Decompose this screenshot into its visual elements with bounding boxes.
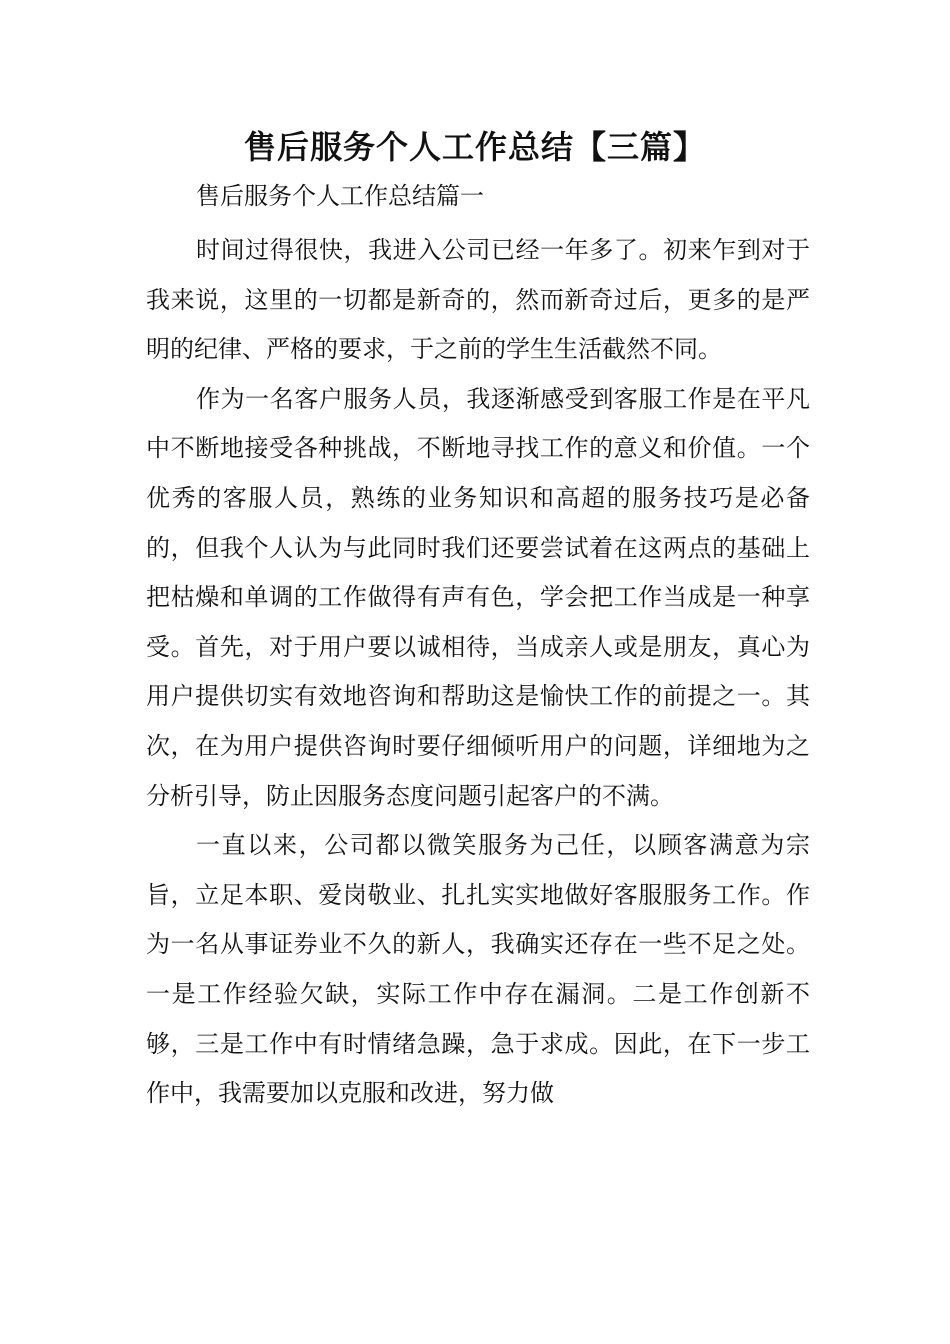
- paragraph-2: 作为一名客户服务人员，我逐渐感受到客服工作是在平凡中不断地接受各种挑战，不断地寻找工作的意义和价值。一个优秀的客服人员，熟练的业务知识和高超的服务技巧是必备的，但我个人认为与此同时我们还要尝试着在这两点的基础上把枯燥和单调的工作做得有声有色，学会把工作当成是一种享受。首先，对于用户要以诚相待，当成亲人或是朋友，真心为用户提供切实有效地咨询和帮助这是愉快工作的前提之一。其次，在为用户提供咨询时要仔细倾听用户的问题，详细地为之分析引导，防止因服务态度问题引起客户的不满。: [146, 384, 810, 810]
- paragraph-3: 一直以来，公司都以微笑服务为己任，以顾客满意为宗旨，立足本职、爱岗敬业、扎扎实实地做好客服服务工作。作为一名从事证券业不久的新人，我确实还存在一些不足之处。一是工作经验欠缺，实际工作中存在漏洞。二是工作创新不够，三是工作中有时情绪急躁，急于求成。因此，在下一步工作中，我需要加以克服和改进，努力做: [146, 831, 810, 1108]
- paragraph-1: 时间过得很快，我进入公司已经一年多了。初来乍到对于我来说，这里的一切都是新奇的，然而新奇过后，更多的是严明的纪律、严格的要求，于之前的学生生活截然不同。: [146, 236, 810, 364]
- document-title: 售后服务个人工作总结【三篇】: [243, 128, 706, 166]
- section-heading: 售后服务个人工作总结篇一: [196, 182, 484, 210]
- body-text: [146, 226, 810, 1119]
